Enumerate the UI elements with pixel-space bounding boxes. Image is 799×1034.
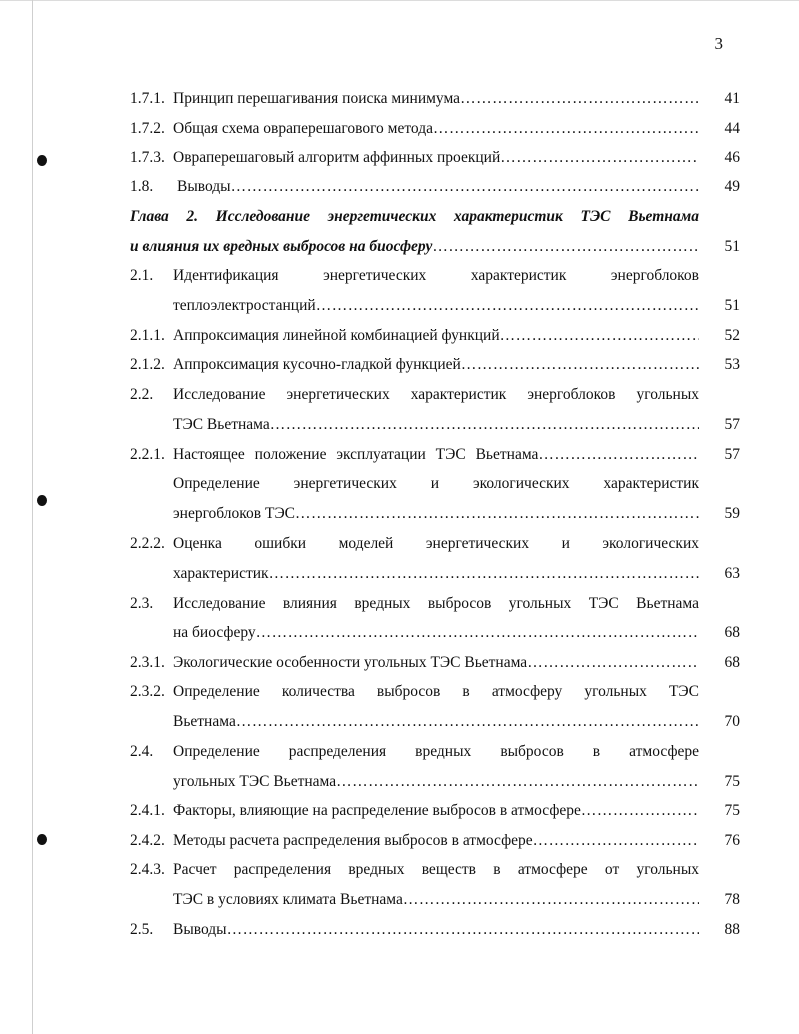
toc-entry-number: 2.4.3. [130,861,165,878]
toc-entry [130,84,740,114]
toc-entry-page: 52 [724,327,740,344]
toc-entry-number: 2.4.2. [130,832,165,849]
toc-entry [130,469,740,499]
toc-entry-title: Расчет распределения вредных веществ в атмосфере от угольных [173,861,699,878]
toc-entry-title: угольных ТЭС Вьетнама [173,773,337,790]
toc-entry-page: 57 [724,446,740,463]
toc-entry [130,380,740,410]
toc-entry-page: 70 [724,713,740,730]
toc-entry-number: 2.2.1. [130,446,165,463]
toc-entry-continuation [130,499,740,529]
toc-entry-page: 59 [724,505,740,522]
toc-entry-title: на биосферу [173,624,256,641]
toc-entry [130,440,740,470]
toc-entry-number: 1.7.2. [130,120,165,137]
toc-entry-title: теплоэлектростанций [173,297,316,314]
toc-entry-title: Настоящее положение эксплуатации ТЭС Вьетнама [173,446,539,463]
toc-entry-title: Овраперешаговый алгоритм аффинных проекций [173,149,501,166]
toc-entry-continuation [130,707,740,737]
toc-entry-title: Аппроксимация линейной комбинацией функций [173,327,500,344]
toc-entry-title: Аппроксимация кусочно-гладкой функцией [173,356,461,373]
toc-entry-page: 75 [724,773,740,790]
toc-entry-page: 68 [724,654,740,671]
chapter-title-line-1: Глава 2. Исследование энергетических характеристик ТЭС Вьетнама [130,208,699,225]
toc-entry-page: 75 [724,802,740,819]
toc-entry-title: Исследование энергетических характеристик энергоблоков угольных [173,386,699,403]
toc-entry-title: ТЭС Вьетнама [173,416,270,433]
toc-entry [130,350,740,380]
toc-entry-page: 78 [724,891,740,908]
toc-entry-page: 46 [724,149,740,166]
toc-entry-page: 88 [724,921,740,938]
toc-entry-page: 51 [724,297,740,314]
toc-chapter-heading [130,232,740,262]
toc-entry-title: Методы расчета распределения выбросов в атмосфере [173,832,533,849]
page-number: 3 [714,34,723,53]
toc-entry-number: 1.7.1. [130,90,165,107]
toc-entry [130,143,740,173]
toc-entry-title: ТЭС в условиях климата Вьетнама [173,891,403,908]
toc-entry-number: 2.4. [130,743,154,760]
toc-entry [130,114,740,144]
toc-entry [130,261,740,291]
toc-entry-page: 68 [724,624,740,641]
toc-entry-title: Выводы [173,921,227,938]
toc-entry-number: 1.7.3. [130,149,165,166]
toc-entry-title: Принцип перешагивания поиска минимума [173,90,461,107]
toc-entry [130,855,740,885]
toc-entry-page: 76 [724,832,740,849]
toc-entry [130,677,740,707]
toc-entry-number: 1.8. [130,178,154,195]
toc-entry-title: Идентификация энергетических характеристик энергоблоков [173,267,699,284]
toc-entry-number: 2.2.2. [130,535,165,552]
toc-entry-continuation [130,291,740,321]
toc-entry-number: 2.3. [130,595,154,612]
toc-entry-page: 63 [724,565,740,582]
toc-entry [130,529,740,559]
toc-entry-title: Определение количества выбросов в атмосферу угольных ТЭС [173,683,699,700]
toc-entry [130,321,740,351]
toc-entry-number: 2.3.2. [130,683,165,700]
toc-entry-continuation [130,410,740,440]
toc-entry-title: Выводы [177,178,231,195]
toc-entry-title: Вьетнама [173,713,236,730]
toc-entry-number: 2.5. [130,921,154,938]
toc-entry [130,589,740,619]
toc-entry-number: 2.1.2. [130,356,165,373]
toc-entry-number: 2.1. [130,267,154,284]
toc-entry-continuation [130,885,740,915]
toc-entry-page: 57 [724,416,740,433]
toc-entry-page: 49 [724,178,740,195]
toc-entry-title: Оценка ошибки моделей энергетических и экологических [173,535,699,552]
toc-entry [130,172,740,202]
toc-entry-number: 2.3.1. [130,654,165,671]
toc-entry [130,796,740,826]
toc-entry-title: энергоблоков ТЭС [173,505,296,522]
chapter-title-line-2: и влияния их вредных выбросов на биосферу [130,238,433,255]
toc-entry-page: 53 [724,356,740,373]
toc-entry-title: Определение распределения вредных выбросов в атмосфере [173,743,699,760]
toc-entry-title: Исследование влияния вредных выбросов угольных ТЭС Вьетнама [173,595,699,612]
toc-entry [130,737,740,767]
toc-chapter-heading [130,202,740,232]
toc-entry-title: характеристик [173,565,269,582]
toc-entry-title: Общая схема овраперешагового метода [173,120,433,137]
toc-entry-number: 2.4.1. [130,802,165,819]
toc-entry-title: Определение энергетических и экологических характеристик [173,475,699,492]
toc-entry [130,915,740,945]
toc-entry-number: 2.2. [130,386,154,403]
toc-entry-page: 51 [724,238,740,255]
toc-entry-page: 41 [724,90,740,107]
toc-entry [130,648,740,678]
toc-entry-title: Экологические особенности угольных ТЭС Вьетнама [173,654,528,671]
toc-entry-page: 44 [724,120,740,137]
toc-entry [130,826,740,856]
toc-entry-number: 2.1.1. [130,327,165,344]
toc-entry-continuation [130,559,740,589]
toc-entry-continuation [130,618,740,648]
toc-entry-continuation [130,767,740,797]
toc-entry-title: Факторы, влияющие на распределение выбросов в атмосфере [173,802,581,819]
